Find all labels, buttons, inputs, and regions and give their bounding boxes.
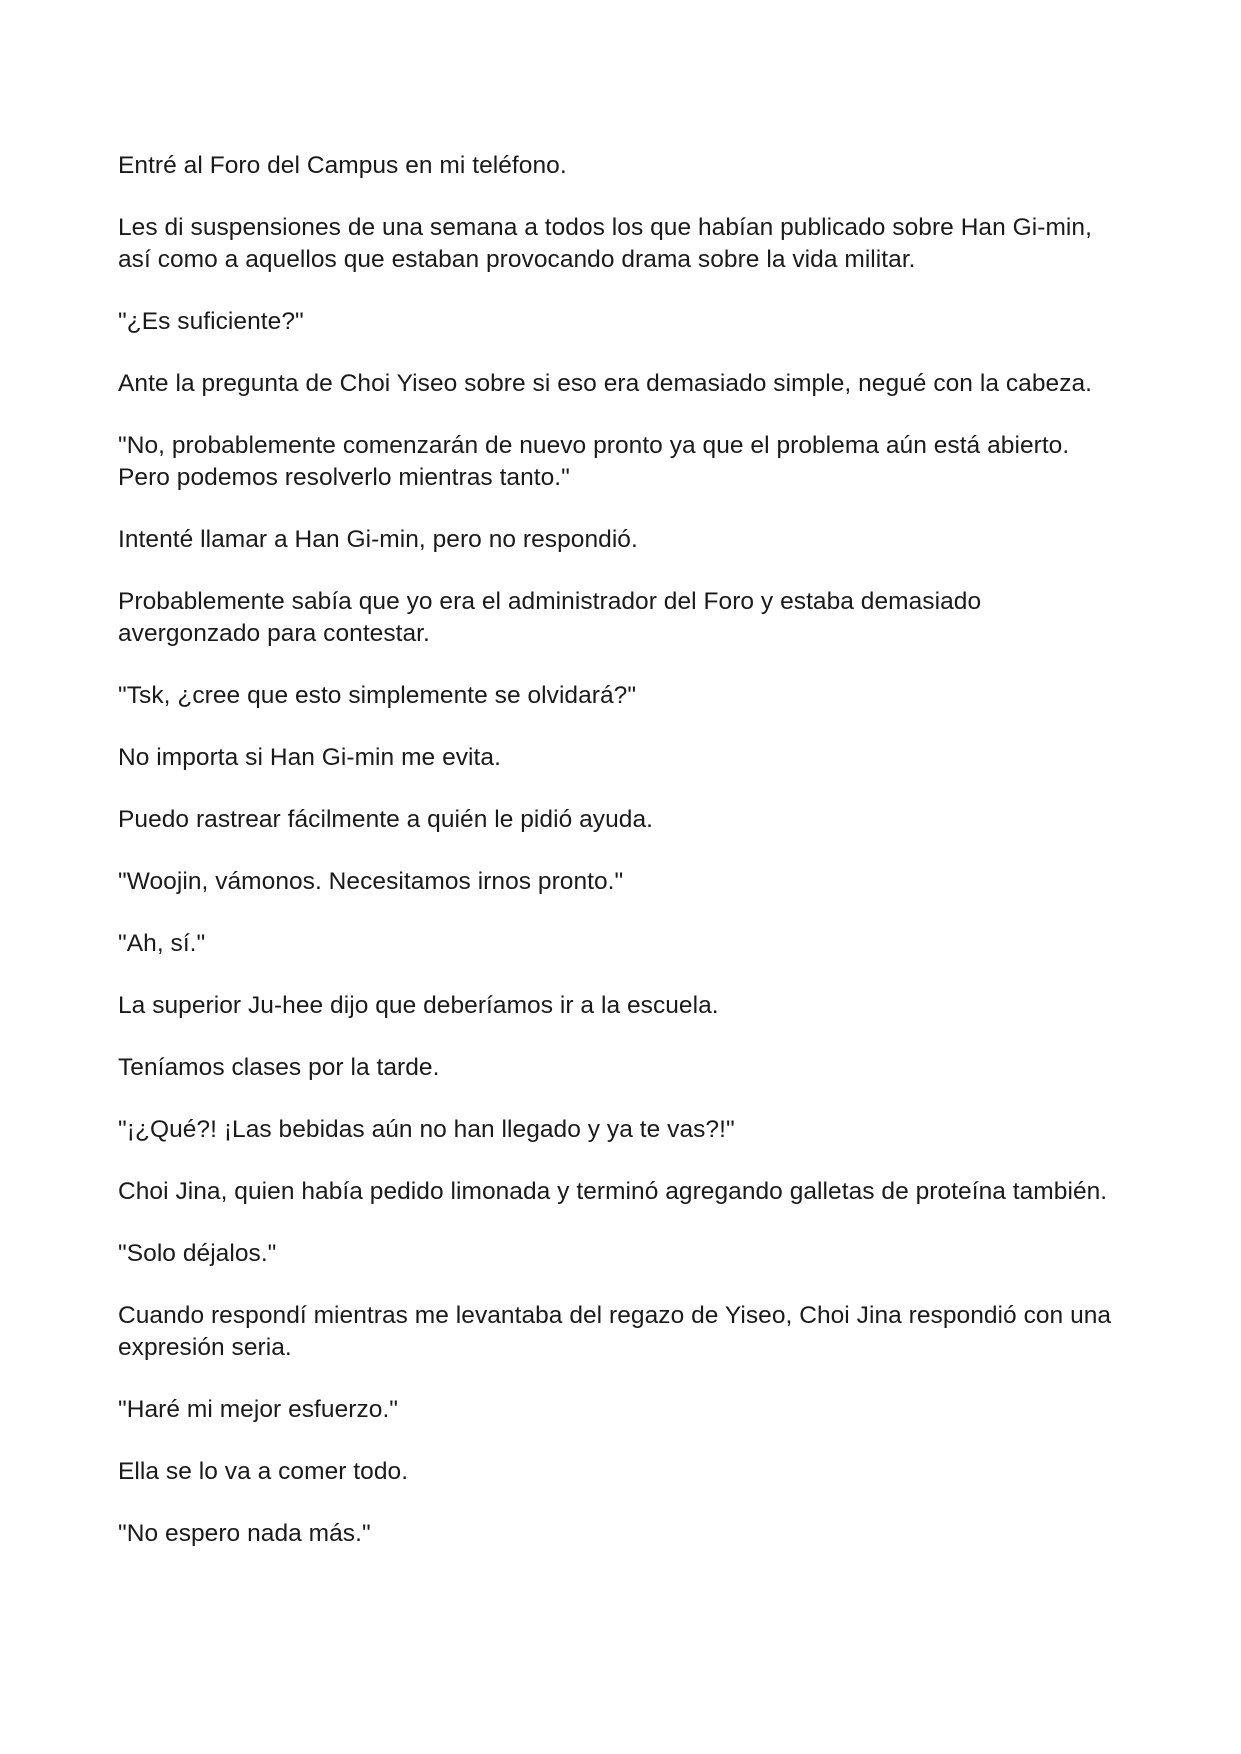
paragraph: Teníamos clases por la tarde. — [118, 1054, 440, 1081]
paragraph: "Solo déjalos." — [118, 1240, 277, 1267]
paragraph: Puedo rastrear fácilmente a quién le pidió ayuda. — [118, 806, 653, 833]
paragraph: "Tsk, ¿cree que esto simplemente se olvidará?" — [118, 682, 637, 709]
paragraph: Probablemente sabía que yo era el administrador del Foro y estaba demasiado avergonzado para contestar. — [118, 588, 982, 647]
paragraph: "Woojin, vámonos. Necesitamos irnos pronto." — [118, 868, 624, 895]
paragraph: "Haré mi mejor esfuerzo." — [118, 1396, 399, 1423]
paragraph: "¡¿Qué?! ¡Las bebidas aún no han llegado y ya te vas?!" — [118, 1116, 735, 1143]
paragraph: Intenté llamar a Han Gi-min, pero no respondió. — [118, 526, 638, 553]
paragraph: La superior Ju-hee dijo que deberíamos ir a la escuela. — [118, 992, 719, 1019]
paragraph: Ella se lo va a comer todo. — [118, 1458, 409, 1485]
paragraph: "¿Es suficiente?" — [118, 308, 304, 335]
paragraph: No importa si Han Gi-min me evita. — [118, 744, 501, 771]
paragraph: Entré al Foro del Campus en mi teléfono. — [118, 152, 567, 179]
paragraph: "Ah, sí." — [118, 930, 206, 957]
document-body — [118, 150, 1128, 1580]
paragraph: Cuando respondí mientras me levantaba del regazo de Yiseo, Choi Jina respondió con una expresión seria. — [118, 1302, 1112, 1361]
paragraph: Choi Jina, quien había pedido limonada y terminó agregando galletas de proteína también. — [118, 1178, 1108, 1205]
paragraph: Les di suspensiones de una semana a todos los que habían publicado sobre Han Gi-min, así como a aquellos que estaban provocando drama sobre la vida militar. — [118, 214, 1092, 273]
paragraph: "No espero nada más." — [118, 1520, 371, 1547]
paragraph: "No, probablemente comenzarán de nuevo pronto ya que el problema aún está abierto. Pero podemos resolverlo mientras tanto." — [118, 432, 1070, 491]
paragraph: Ante la pregunta de Choi Yiseo sobre si eso era demasiado simple, negué con la cabeza. — [118, 370, 1093, 397]
